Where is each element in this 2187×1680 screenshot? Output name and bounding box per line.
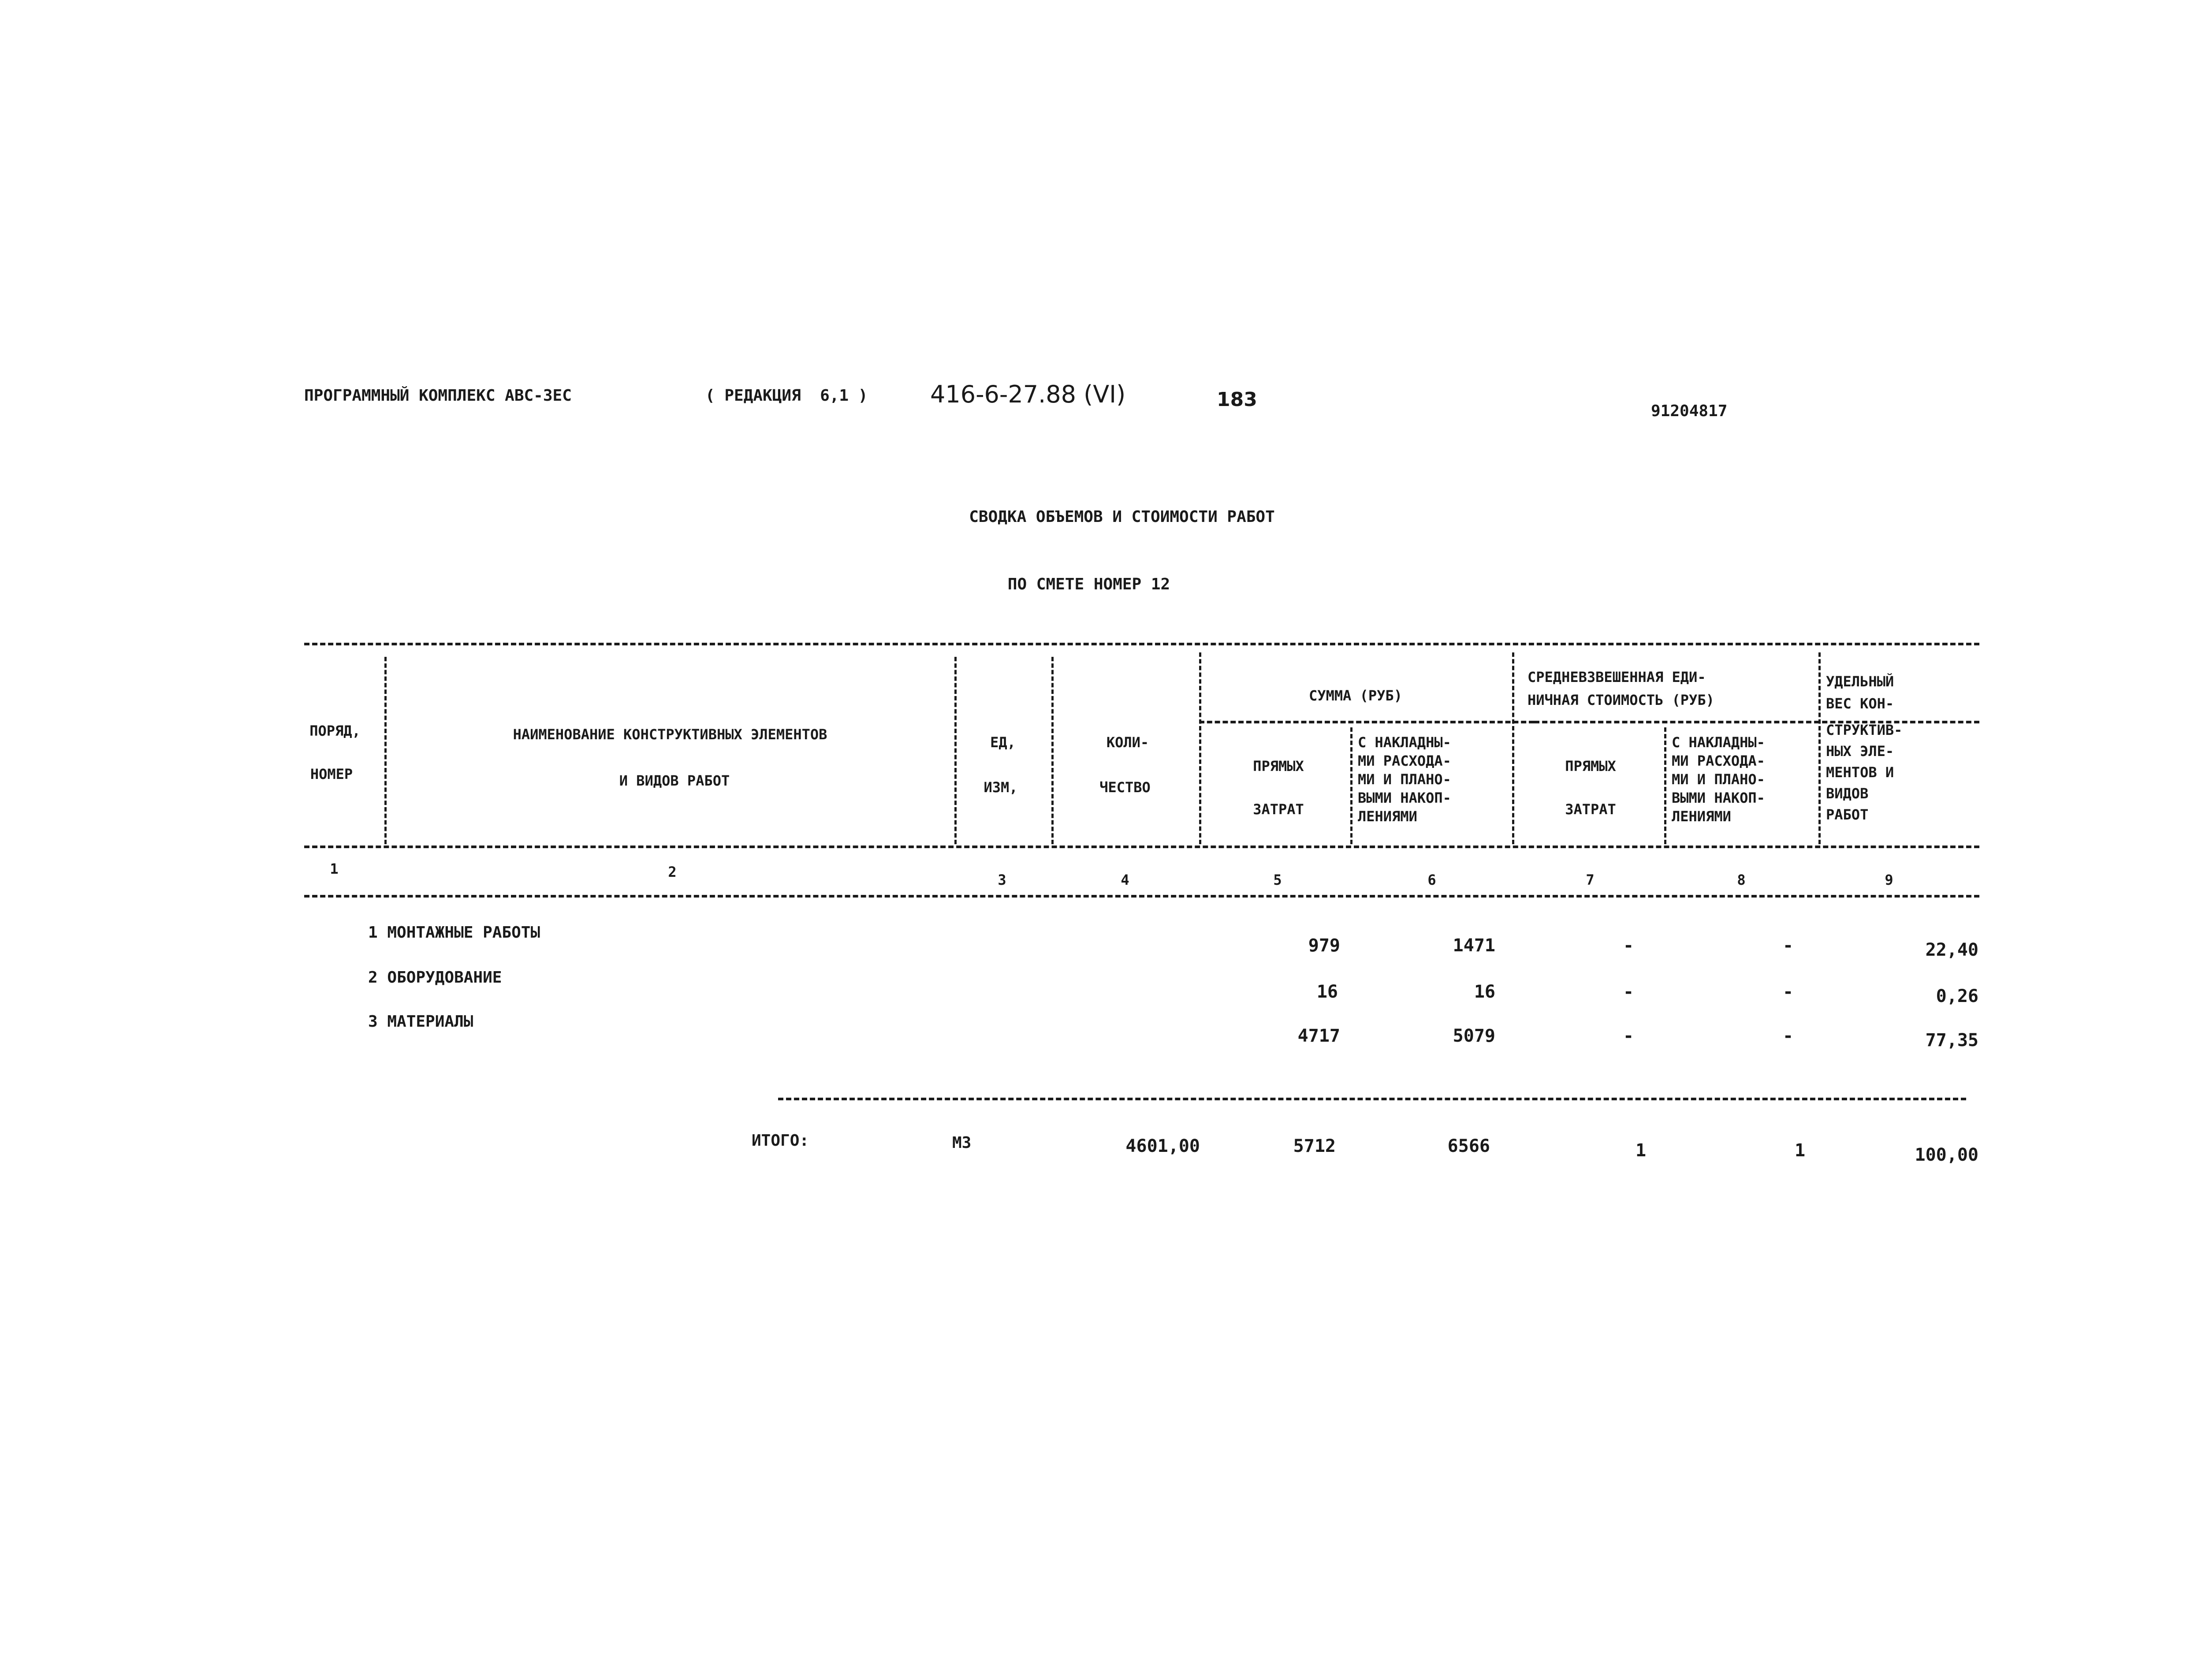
col-avg-overhead-line4: ВЫМИ НАКОП- — [1672, 790, 1765, 806]
project-code: 416-6-27.88 (VI) — [930, 380, 1126, 408]
row-avg-direct: - — [1623, 1026, 1634, 1046]
col-share-line7: РАБОТ — [1826, 806, 1869, 823]
col-avg-overhead-line2: МИ РАСХОДА- — [1672, 752, 1765, 769]
col-unit-line2: ИЗМ, — [984, 779, 1018, 796]
row-overhead: 5079 — [1453, 1026, 1495, 1046]
total-direct: 5712 — [1293, 1136, 1336, 1156]
col-sep-5 — [1350, 727, 1352, 844]
col-sep-2 — [954, 657, 957, 844]
row-overhead: 1471 — [1453, 935, 1495, 956]
row-name: 2 ОБОРУДОВАНИЕ — [368, 969, 502, 987]
col-avg-direct-line1: ПРЯМЫХ — [1565, 758, 1616, 775]
col-number-5: 5 — [1273, 872, 1282, 888]
col-direct-line1: ПРЯМЫХ — [1253, 758, 1304, 775]
col-avg-overhead-line5: ЛЕНИЯМИ — [1672, 808, 1731, 825]
col-avg-overhead-line3: МИ И ПЛАНО- — [1672, 771, 1765, 788]
col-number-6: 6 — [1427, 872, 1436, 888]
row-avg-overhead: - — [1782, 982, 1794, 1002]
col-order-line1: ПОРЯД, — [309, 723, 361, 739]
row-avg-overhead: - — [1782, 935, 1794, 956]
col-avg-group-line1: СРЕДНЕВЗВЕШЕННАЯ ЕДИ- — [1528, 669, 1706, 685]
total-avg-overhead: 1 — [1794, 1140, 1806, 1161]
edition-label: ( РЕДАКЦИЯ 6,1 ) — [705, 387, 868, 405]
total-rule — [778, 1098, 1966, 1100]
col-name-line1: НАИМЕНОВАНИЕ КОНСТРУКТИВНЫХ ЭЛЕМЕНТОВ — [513, 726, 827, 743]
total-overhead: 6566 — [1447, 1136, 1490, 1156]
total-share: 100,00 — [1915, 1145, 1978, 1165]
col-share-line1: УДЕЛЬНЫЙ — [1826, 673, 1894, 690]
row-name: 3 МАТЕРИАЛЫ — [368, 1013, 473, 1031]
col-avg-overhead-line1: С НАКЛАДНЫ- — [1672, 734, 1765, 751]
row-direct: 4717 — [1297, 1026, 1340, 1046]
row-overhead: 16 — [1474, 982, 1495, 1002]
document-number: 91204817 — [1651, 402, 1728, 420]
total-unit: М3 — [952, 1134, 972, 1152]
column-numbers-rule — [304, 895, 1979, 898]
col-sep-3 — [1051, 657, 1054, 844]
col-avg-group-line2: НИЧНАЯ СТОИМОСТЬ (РУБ) — [1528, 692, 1714, 708]
col-number-1: 1 — [330, 860, 339, 877]
table-top-rule — [304, 643, 1979, 645]
total-label: ИТОГО: — [752, 1132, 809, 1150]
program-name: ПРОГРАММНЫЙ КОМПЛЕКС АВС-3ЕС — [304, 387, 572, 405]
row-avg-overhead: - — [1782, 1026, 1794, 1046]
col-share-line6: ВИДОВ — [1826, 785, 1869, 802]
row-avg-direct: - — [1623, 935, 1634, 956]
col-number-8: 8 — [1737, 872, 1746, 888]
page-number: 183 — [1217, 388, 1257, 411]
page-subtitle: ПО СМЕТЕ НОМЕР 12 — [1007, 575, 1170, 593]
col-number-9: 9 — [1885, 872, 1893, 888]
avg-group-rule — [1534, 721, 1979, 723]
col-sep-7 — [1664, 727, 1666, 844]
col-overhead-line5: ЛЕНИЯМИ — [1358, 808, 1417, 825]
page-title: СВОДКА ОБЪЕМОВ И СТОИМОСТИ РАБОТ — [969, 508, 1275, 526]
row-direct: 16 — [1316, 982, 1338, 1002]
col-sep-8 — [1818, 652, 1821, 844]
total-avg-direct: 1 — [1635, 1140, 1647, 1161]
col-sep-4 — [1199, 652, 1201, 844]
col-overhead-line4: ВЫМИ НАКОП- — [1358, 790, 1451, 806]
col-overhead-line1: С НАКЛАДНЫ- — [1358, 734, 1451, 751]
col-number-7: 7 — [1586, 872, 1595, 888]
col-share-line4: НЫХ ЭЛЕ- — [1826, 743, 1894, 760]
col-sep-6 — [1512, 652, 1514, 844]
row-avg-direct: - — [1623, 982, 1634, 1002]
row-direct: 979 — [1308, 935, 1340, 956]
row-share: 0,26 — [1936, 986, 1978, 1006]
col-overhead-line3: МИ И ПЛАНО- — [1358, 771, 1451, 788]
col-order-line2: НОМЕР — [310, 766, 353, 782]
col-share-line3: СТРУКТИВ- — [1826, 722, 1903, 738]
col-qty-line1: КОЛИ- — [1106, 734, 1149, 751]
row-share: 77,35 — [1925, 1030, 1978, 1050]
col-direct-line2: ЗАТРАТ — [1253, 801, 1304, 818]
col-share-line5: МЕНТОВ И — [1826, 764, 1894, 781]
header-bottom-rule — [304, 846, 1979, 848]
total-qty: 4601,00 — [1125, 1136, 1200, 1156]
col-number-3: 3 — [998, 872, 1006, 888]
col-overhead-line2: МИ РАСХОДА- — [1358, 752, 1451, 769]
col-avg-direct-line2: ЗАТРАТ — [1565, 801, 1616, 818]
col-name-line2: И ВИДОВ РАБОТ — [619, 772, 730, 789]
col-sep-1 — [384, 657, 387, 844]
sum-group-rule — [1199, 721, 1534, 723]
col-number-4: 4 — [1121, 872, 1129, 888]
row-name: 1 МОНТАЖНЫЕ РАБОТЫ — [368, 924, 540, 942]
col-unit-line1: ЕД, — [990, 734, 1016, 751]
col-share-line2: ВЕС КОН- — [1826, 695, 1894, 712]
col-sum-group: СУММА (РУБ) — [1309, 687, 1402, 704]
col-qty-line2: ЧЕСТВО — [1099, 779, 1151, 796]
row-share: 22,40 — [1925, 940, 1978, 960]
col-number-2: 2 — [668, 864, 677, 880]
